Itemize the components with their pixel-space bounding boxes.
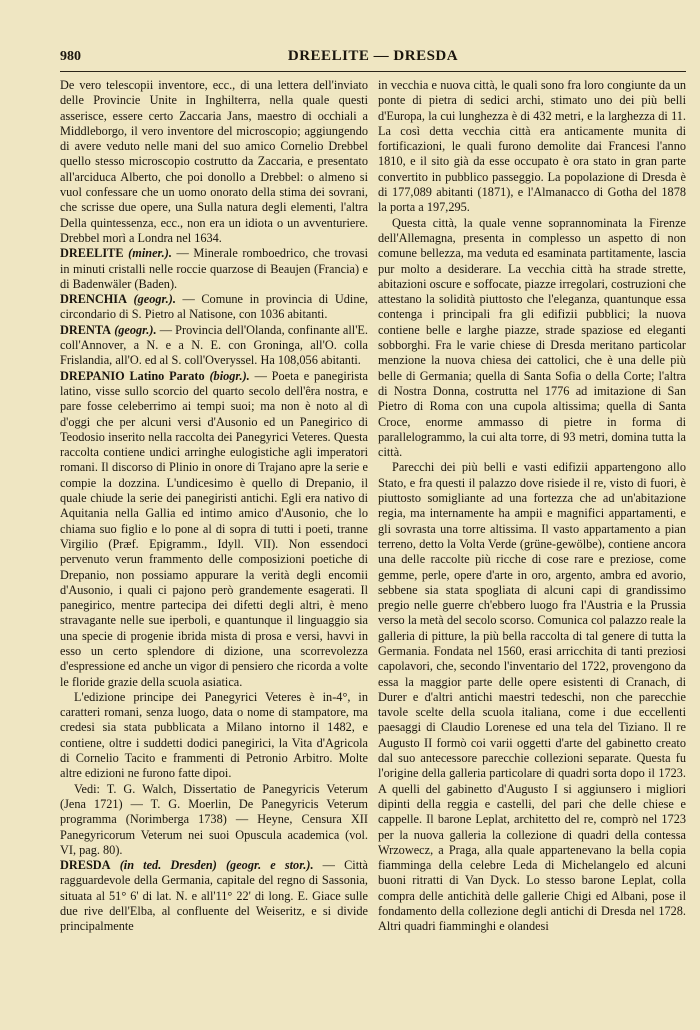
dictionary-entry: [60, 369, 368, 690]
entry-category: (miner.).: [128, 246, 172, 261]
page-header: [60, 47, 686, 72]
dictionary-entry: [60, 292, 368, 323]
paragraph: Vedi: T. G. Walch, Dissertatio de Panegyricis Veterum (Jena 1721) — T. G. Moerlin, De Panegyricis Veterum programma (Norimberga 1738) — Heyne, Censura XII Panegyricorum Veterum nei suoi Opuscula academica (vol. VI, pag. 80).: [60, 781, 368, 857]
page-number: 980: [60, 49, 81, 64]
entry-headword: DRENTA: [60, 322, 112, 337]
paragraph: Questa città, la quale venne soprannominata la Firenze dell'Allemagna, presenta in complesso un aspetto di non comune bellezza, ma veduta ed esaminata partitamente, lascia pur molto a desiderare. La vecchia città ha strade strette, abitazioni oscure e soffocate, piazze irregolari, costruzioni che attestano la solidità piuttosto che l'eleganza, quantunque essa contenga i principali fra gli edifizii pubblici; la nuova contiene belle e larghe piazze, strade spaziose ed eleganti sobborghi. Fra le varie chiese di Dresda meritano particolar menzione la nuova chiesa dei cattolici, che è una delle più belle di Germania; quella di Santa Sofia o della Corte; l'altra di Nostra Donna, costrutta nel 1776 ad imitazione di San Pietro di Roma con una cupola altissima; quella di Santa Croce, enorme ammasso di pietre in forma di parallelogrammo, la cui alta torre, di 93 metri, domina tutta la città.: [378, 215, 686, 460]
entry-text: — Provincia dell'Olanda, confinante all'E. coll'Annover, a N. e a N. E. con Groninga, all'O. colla Frislandia, all'O. ed al S. coll'Overyssel. Ha 108,056 abitanti.: [60, 322, 368, 368]
text-columns: [60, 78, 686, 1012]
entry-text: — Minerale romboedrico, che trovasi in minuti cristalli nelle roccie quarzose di Beaujen (Francia) e di Badenwäler (Baden).: [60, 246, 368, 291]
continued-paragraph: De vero telescopii inventore, ecc., di una lettera dell'inviato delle Provincie Unite in Inghilterra, nella quale questi asserisce, essere certo Zaccaria Jans, maestro di occhiali a Middleborgo, il vero inventore del microscopio; aggiungendo di avere veduto nelle mani del suo amico Cornelio Drebbel quello stesso microscopio costrutto da Zaccaria, e presentato all'arciduca Alberto, che poi donollo a Drebbel: o almeno si vuol confessare che un uomo onorato della stima dei sovrani, che scrisse due opere, una Sulla natura degli elementi, l'altra Della quintessenza, ecc., non era un idiota o un avventuriere. Drebbel morì a Londra nel 1634.: [60, 78, 368, 245]
dictionary-entry: [60, 323, 368, 369]
entry-text: — Comune in provincia di Udine, circondario di S. Pietro al Natisone, con 1036 abitanti.: [60, 292, 368, 322]
entry-category: (in ted. Dresden) (geogr. e stor.).: [119, 858, 314, 873]
left-column: [60, 78, 368, 1012]
entry-category: (geogr.).: [114, 322, 157, 337]
entry-headword: DRESDA: [60, 858, 111, 873]
entry-headword: DRENCHIA: [60, 292, 127, 307]
entry-headword: DREPANIO Latino Parato: [60, 368, 205, 383]
entry-text: — Città ragguardevole della Germania, capitale del regno di Sassonia, situata al 51° 6' di lat. N. e all'11° 22' di long. E. Giace sulle due rive dell'Elba, al confluente del Weiseritz, e si divide principalmente: [60, 858, 368, 934]
entry-category: (geogr.).: [133, 292, 176, 307]
entry-category: (biogr.).: [209, 368, 250, 383]
entry-headword: DREELITE: [60, 246, 124, 261]
continued-paragraph: in vecchia e nuova città, le quali sono fra loro congiunte da un ponte di pietra di sedici archi, stimato uno dei più belli d'Europa, la cui lunghezza è di 432 metri, e la larghezza di 11. La così detta vecchia città era anticamente munita di fortificazioni, le quali furono demolite dai Francesi l'anno 1810, e il sito già da esse occupato è ora stato in gran parte convertito in pubblico passeggio. La popolazione di Dresda è di 177,089 abitanti (1871), e l'Almanacco di Gotha del 1878 la porta a 197,295.: [378, 78, 686, 215]
running-title: DREELITE — DRESDA: [287, 48, 459, 64]
dictionary-entry: [60, 246, 368, 292]
right-column: [378, 78, 686, 1012]
paragraph: Parecchi dei più belli e vasti edifizii appartengono allo Stato, e fra questi il palazzo dove risiede il re, visto di fuori, è piuttosto somigliante ad una fortezza che ad un'abitazione regia, ma internamente ha ampii e magnifici appartamenti, e gli sovrasta una torre altissima. Il vasto appartamento a pian terreno, detto la Volta Verde (grüne-gewölbe), contiene ancora una delle raccolte più ricche di cose rare e preziose, come gemme, perle, opere d'arte in oro, argento, ambra ed avorio, sebbene sia stata spogliata di alcuni capi di grandissimo pregio nelle guerre ch'ebbero luogo fra l'Austria e la Prussia verso la metà del secolo scorso. Comunica col palazzo reale la galleria di pitture, la più bella raccolta di tal genere di tutta la Germania. Fondata nel 1560, erasi arricchita di tanti preziosi capolavori, che, secondo l'inventario del 1722, provengono da essa la maggior parte delle opere esistenti di Cranach, di Durer e d'altri antichi maestri tedeschi, non che parecchie tavole scelte della scuola italiana, come i due eccellenti paesaggi di Claudio Lorenese ed una tela del Tiziano. Il re Augusto II formò coi varii oggetti d'arte del gabinetto creato dal suo antecessore parecchie collezioni separate. Questa fu l'origine della galleria particolare di quadri sorta dopo il 1723. A quelli del gabinetto d'Augusto I si aggiunsero i migliori dipinti della reggia e castelli, del pari che delle chiese e cappelle. Il barone Leplat, architetto del re, comprò nel 1723 per la nuova galleria la collezione di quadri della contessa Wrzowecz, a Praga, alla quale appartenevano la bella copia fiamminga della celebre Leda di Michelangelo ed alcuni buoni ritratti di Van Dyck. Lo stesso barone Leplat, colla compra delle antichità delle gallerie Chigi ed Albani, pose il fondamento della collezione degli antichi di Dresda nel 1728. Altri quadri fiamminghi e olandesi: [378, 460, 686, 934]
paragraph: L'edizione principe dei Panegyrici Veteres è in-4°, in caratteri romani, senza luogo, data o nome di stampatore, ma credesi sia stata pubblicata a Milano intorno il 1482, e contiene, oltre i suddetti dodici panegirici, la Vita d'Agricola di Cornelio Tacito e frammenti di Petronio Arbitro. Molte altre edizioni ne furono fatte dipoi.: [60, 689, 368, 781]
dictionary-entry: [60, 858, 368, 934]
entry-text: — Poeta e panegirista latino, visse sullo scorcio del quarto secolo dell'êra nostra, e pare fosse celeberrimo ai tempi suoi; ma non è noto al dì d'oggi che per alcuni versi d'Ausonio ed un Panegirico di Teodosio inserito nella raccolta dei Panegyrici Veteres. Questa raccolta contiene undici arringhe eulogistiche agli imperatori romani. Il discorso di Plinio in onore di Trajano apre la serie e compie la dozzina. L'undicesimo è quello di Drepanio, il quale chiude la serie dei panegiristi antichi. Egli era nativo di Aquitania nella Gallia ed intimo amico d'Ausonio, che lo chiama suo figlio e lo pone al di sopra di tutti i poeti, tranne Virgilio (Præf. Epigramm., Idyll. VII). Non essendoci pervenuto verun frammento delle composizioni poetiche di Drepanio, non possiamo appurare la verità degli encomii d'Ausonio, i quali ci pajono però grandemente esagerati. Il panegirico, mentre partecipa dei difetti degli altri, è meno stravagante nelle sue iperboli, e quantunque il linguaggio sia una specie di progenie ibrida mista di prosa e versi, havvi in esso un certo splendore di dizione, una scorrevolezza d'espressione ed anche un vigor di pensiero che ricorda a volte le floride grazie della scuola asiatica.: [60, 368, 368, 689]
